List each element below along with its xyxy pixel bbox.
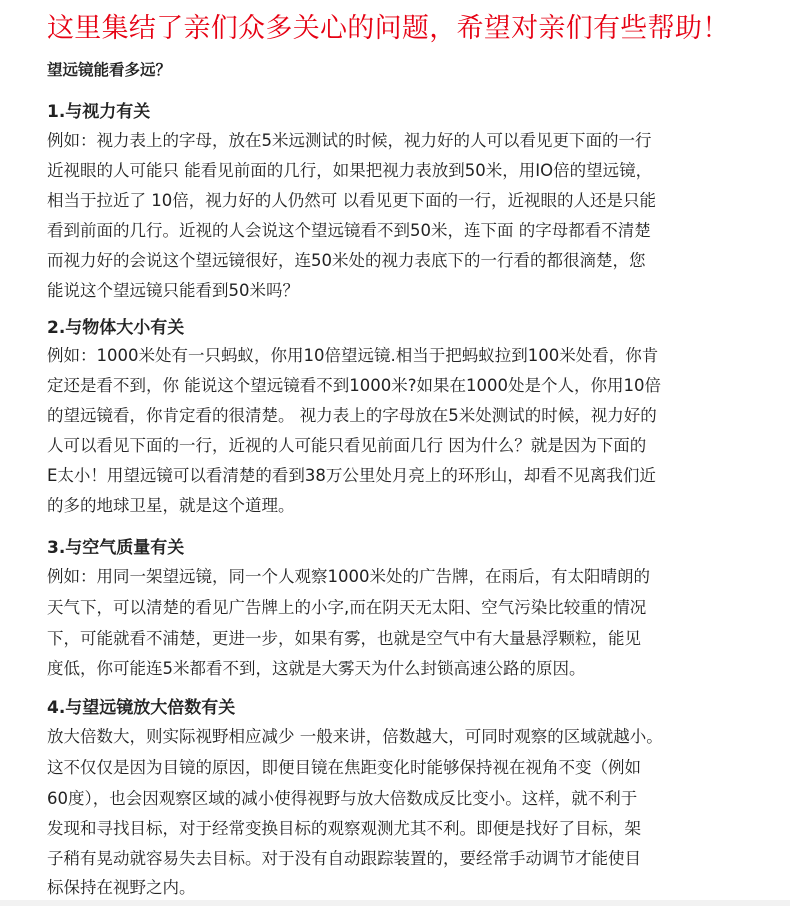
section-4-line: 子稍有晃动就容易失去目标。对于没有自动跟踪装置的，要经常手动调节才能使目 <box>47 849 641 868</box>
section-1-line: 相当于拉近了 10倍，视力好的人仍然可 以看见更下面的一行，近视眼的人还是只能 <box>47 191 656 210</box>
section-3-line: 天气下，可以清楚的看见广告牌上的小字,而在阴天无太阳、空气污染比较重的情况 <box>47 598 647 617</box>
section-4-line: 放大倍数大，则实际视野相应减少 一般来讲，倍数越大，可同时观察的区域就越小。 <box>47 727 663 746</box>
section-2-line: 人可以看见下面的一行，近视的人可能只看见前面几行 因为什么？就是因为下面的 <box>47 436 647 455</box>
page-title: 这里集结了亲们众多关心的问题，希望对亲们有些帮助！ <box>47 13 730 44</box>
section-3-line: 下，可能就看不浦楚，更进一步，如果有雾，也就是空气中有大量悬浮颗粒，能见 <box>47 629 641 648</box>
section-heading-2: 2.与物体大小有关 <box>47 318 185 338</box>
bottom-divider <box>0 900 790 906</box>
section-2-line: 的多的地球卫星，就是这个道理。 <box>47 496 295 515</box>
section-2-line: 例如：1000米处有一只蚂蚁，你用10倍望远镜.相当于把蚂蚁拉到100米处看，你肯 <box>47 346 659 365</box>
section-2-line: 定还是看不到，你 能说这个望远镜看不到1000米?如果在1000处是个人，你用10倍 <box>47 376 661 395</box>
section-heading-3: 3.与空气质量有关 <box>47 538 185 558</box>
section-1-line: 近视眼的人可能只 能看见前面的几行，如果把视力表放到50米，用IO倍的望远镜， <box>47 161 653 180</box>
section-heading-4: 4.与望远镜放大倍数有关 <box>47 698 236 718</box>
section-3-line: 例如：用同一架望远镜，同一个人观察1000米处的广告牌，在雨后，有太阳晴朗的 <box>47 567 650 586</box>
section-4-line: 60度），也会因观察区域的减小使得视野与放大倍数成反比变小。这样，就不利于 <box>47 789 638 808</box>
section-1-line: 能说这个望远镜只能看到50米吗？ <box>47 281 299 300</box>
section-1-line: 看到前面的几行。近视的人会说这个望远镜看不到50米，连下面 的字母都看不清楚 <box>47 221 651 240</box>
section-heading-1: 1.与视力有关 <box>47 102 151 122</box>
section-4-line: 这不仅仅是因为目镜的原因，即便目镜在焦距变化时能够保持视在视角不变（例如 <box>47 758 641 777</box>
section-1-line: 例如：视力表上的字母，放在5米远测试的时候，视力好的人可以看见更下面的一行 <box>47 131 652 150</box>
section-4-line: 标保持在视野之内。 <box>47 878 196 897</box>
question-heading: 望远镜能看多远？ <box>47 61 172 79</box>
section-2-line: 的望远镜看，你肯定看的很清楚。 视力表上的字母放在5米处测试的时候，视力好的 <box>47 406 657 425</box>
section-3-line: 度低，你可能连5米都看不到，这就是大雾天为什么封锁高速公路的原因。 <box>47 659 586 678</box>
section-1-line: 而视力好的会说这个望远镜很好，连50米处的视力表底下的一行看的都很滴楚，您 <box>47 251 646 270</box>
section-4-line: 发现和寻找目标，对于经常变换目标的观察观测尤其不利。即便是找好了目标，架 <box>47 819 641 838</box>
section-2-line: E太小！用望远镜可以看清楚的看到38万公里处月亮上的环形山，却看不见离我们近 <box>47 466 656 485</box>
